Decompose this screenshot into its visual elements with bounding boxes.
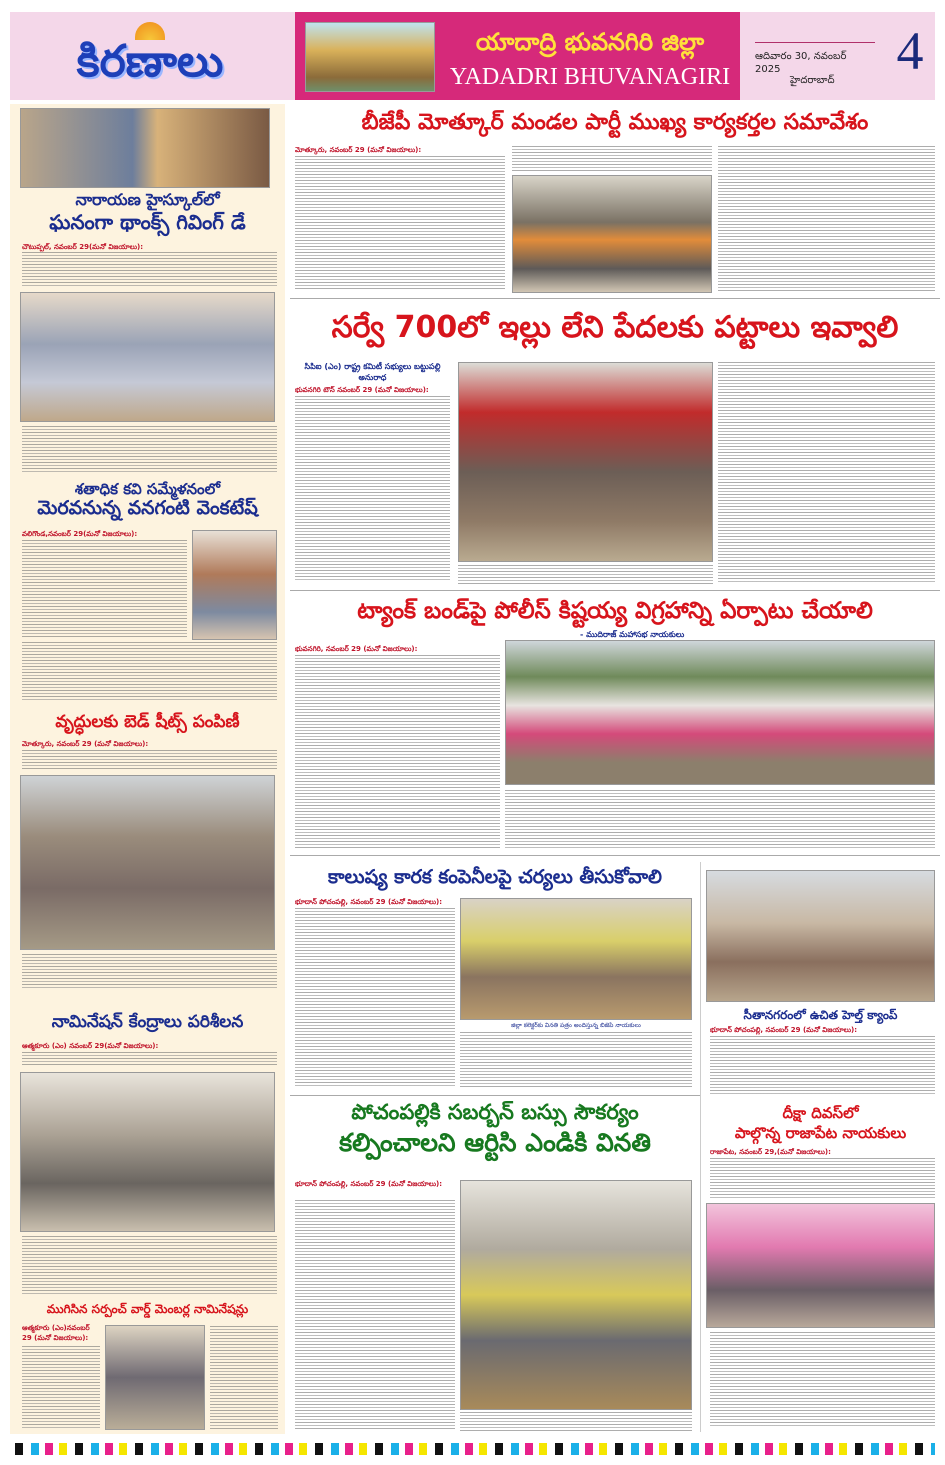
dateline: భూదాన్ పోచంపల్లి, నవంబర్ 29 (మనో విజయాలు): bbox=[295, 1180, 443, 1188]
district-title-telugu: యాదాద్రి భువనగిరి జిల్లా bbox=[475, 28, 705, 56]
headline-a7a: దీక్షా దివస్‌లో bbox=[782, 1104, 859, 1122]
mudiraj-mahasabha-photo bbox=[505, 640, 935, 785]
divider bbox=[290, 298, 940, 299]
dateline: మోత్కూరు, నవంబర్ 29 (మనో విజయాలు): bbox=[295, 146, 422, 154]
headline-a1: బీజేపీ మోత్కూర్ మండల పార్టీ ముఖ్య కార్యకర్తల సమావేశం bbox=[361, 110, 869, 135]
article-body bbox=[718, 362, 935, 582]
edition-city: హైదరాబాద్ bbox=[790, 75, 835, 86]
headline-l3: వృద్ధులకు బెడ్ షీట్స్ పంపిణీ bbox=[55, 712, 240, 732]
deeksha-divas-photo bbox=[706, 1203, 935, 1328]
nomination-center-photo bbox=[20, 1072, 275, 1232]
bedsheets-photo bbox=[20, 775, 275, 950]
article-body bbox=[295, 655, 500, 850]
headline-a3: ట్యాంక్ బండ్‌పై పోలీస్ కిష్టయ్య విగ్రహాన్ని ఏర్పాటు చేయాలి bbox=[357, 598, 873, 624]
dateline: వలిగొండ,నవంబర్ 29(మనో విజయాలు): bbox=[22, 530, 138, 538]
rtc-md-petition-photo bbox=[460, 1180, 692, 1410]
photo-caption: జిల్లా కలెక్టర్‌కు వినతి పత్రం అందిస్తున్న బిజెపి నాయకులు bbox=[511, 1022, 641, 1029]
newspaper-logo: కిరణాలు bbox=[76, 36, 224, 87]
article-body bbox=[460, 1412, 692, 1432]
divider bbox=[290, 590, 940, 591]
school-photo bbox=[20, 108, 270, 188]
dateline: భువనగిరి టౌన్ నవంబర్ 29 (మనో విజయాలు): bbox=[295, 386, 429, 394]
headline-l5: ముగిసిన సర్పంచ్ వార్డ్ మెంబర్ల నామినేషన్లు bbox=[46, 1302, 249, 1316]
article-body bbox=[710, 1158, 935, 1198]
article-body bbox=[22, 642, 277, 702]
article-body bbox=[718, 146, 935, 291]
district-title-english: YADADRI BHUVANAGIRI bbox=[449, 64, 731, 90]
article-body bbox=[22, 540, 187, 638]
headline-l1a: నారాయణ హైస్కూల్‌లో bbox=[75, 190, 220, 209]
article-body bbox=[512, 146, 712, 172]
headline-a6: సీతానగరంలో ఉచిత హెల్త్ క్యాంప్ bbox=[743, 1008, 898, 1022]
article-body bbox=[295, 908, 455, 1088]
divider bbox=[755, 42, 875, 43]
divider bbox=[290, 1095, 700, 1096]
article-body bbox=[295, 156, 505, 291]
dateline: మోత్కూరు, నవంబర్ 29 (మనో విజయాలు): bbox=[22, 740, 149, 748]
headline-a4: కాలుష్య కారక కంపెనీలపై చర్యలు తీసుకోవాలి bbox=[328, 866, 662, 888]
headline-a2: సర్వే 700లో ఇల్లు లేని పేదలకు పట్టాలు ఇవ్వాలి bbox=[331, 310, 899, 345]
dateline: చౌటుప్పల్, నవంబర్ 29(మనో విజయాలు): bbox=[22, 243, 144, 251]
article-body bbox=[210, 1326, 278, 1430]
health-camp-photo bbox=[706, 870, 935, 1002]
byline: సిపిఐ (ఎం) రాష్ట్ర కమిటీ సభ్యులు బట్టుపల్లి అనురాధ bbox=[304, 362, 441, 382]
petition-photo bbox=[460, 898, 692, 1020]
article-body bbox=[505, 790, 935, 848]
article-body bbox=[22, 1052, 277, 1066]
article-body bbox=[710, 1036, 935, 1096]
page-number: 4 bbox=[896, 21, 924, 81]
article-body bbox=[458, 565, 713, 585]
dateline: భూదాన్ పోచంపల్లి, నవంబర్ 29 (మనో విజయాలు): bbox=[295, 898, 443, 906]
article-body bbox=[22, 252, 277, 288]
article-body bbox=[22, 954, 277, 990]
dateline: భూదాన్ పోచంపల్లి, నవంబర్ 29 (మనో విజయాలు): bbox=[710, 1026, 858, 1034]
color-registration-bar bbox=[15, 1443, 935, 1455]
dateline: రాజాపేట, నవంబర్ 29,(మనో విజయాలు): bbox=[710, 1148, 831, 1156]
article-body bbox=[295, 396, 450, 580]
issue-date: ఆదివారం 30, నవంబర్ 2025 bbox=[755, 51, 847, 75]
headline-l2b: మెరవనున్న వనగంటి వెంకటేష్ bbox=[37, 497, 258, 519]
headline-l1b: ఘనంగా థాంక్స్ గివింగ్ డే bbox=[49, 210, 246, 234]
article-body bbox=[22, 1346, 100, 1430]
headline-a5a: పోచంపల్లికి సబర్బన్ బస్సు సౌకర్యం bbox=[351, 1100, 639, 1124]
poet-photo bbox=[192, 530, 277, 640]
dateline: భువనగిరి, నవంబర్ 29 (మనో విజయాలు): bbox=[295, 645, 418, 653]
article-body bbox=[22, 1236, 277, 1296]
headline-a5b: కల్పించాలని ఆర్టిసి ఎండికి వినతి bbox=[339, 1128, 651, 1157]
headline-a7b: పాల్గొన్న రాజాపేట నాయకులు bbox=[734, 1124, 907, 1142]
dateline: ఆత్మకూరు (ఎం)నవంబర్ 29 (మనో విజయాలు): bbox=[22, 1324, 90, 1342]
article-body bbox=[460, 1032, 692, 1088]
divider bbox=[290, 855, 940, 856]
cpim-protest-photo bbox=[458, 362, 713, 562]
headline-l2a: శతాధిక కవి సమ్మేళనంలో bbox=[74, 480, 221, 498]
article-body bbox=[295, 1200, 455, 1430]
headline-l4: నామినేషన్ కేంద్రాలు పరిశీలన bbox=[51, 1012, 244, 1032]
temple-photo bbox=[305, 22, 435, 92]
students-photo bbox=[20, 292, 275, 422]
sarpanch-photo bbox=[105, 1325, 205, 1430]
byline: - ముదిరాజ్ మహాసభ నాయకులు bbox=[580, 630, 685, 639]
divider bbox=[700, 862, 701, 1432]
article-body bbox=[710, 1332, 935, 1428]
article-body bbox=[22, 750, 277, 770]
bjp-meeting-photo bbox=[512, 175, 712, 293]
dateline: ఆత్మకూరు (ఎం) నవంబర్ 29(మనో విజయాలు): bbox=[22, 1042, 159, 1050]
article-body bbox=[22, 426, 277, 474]
